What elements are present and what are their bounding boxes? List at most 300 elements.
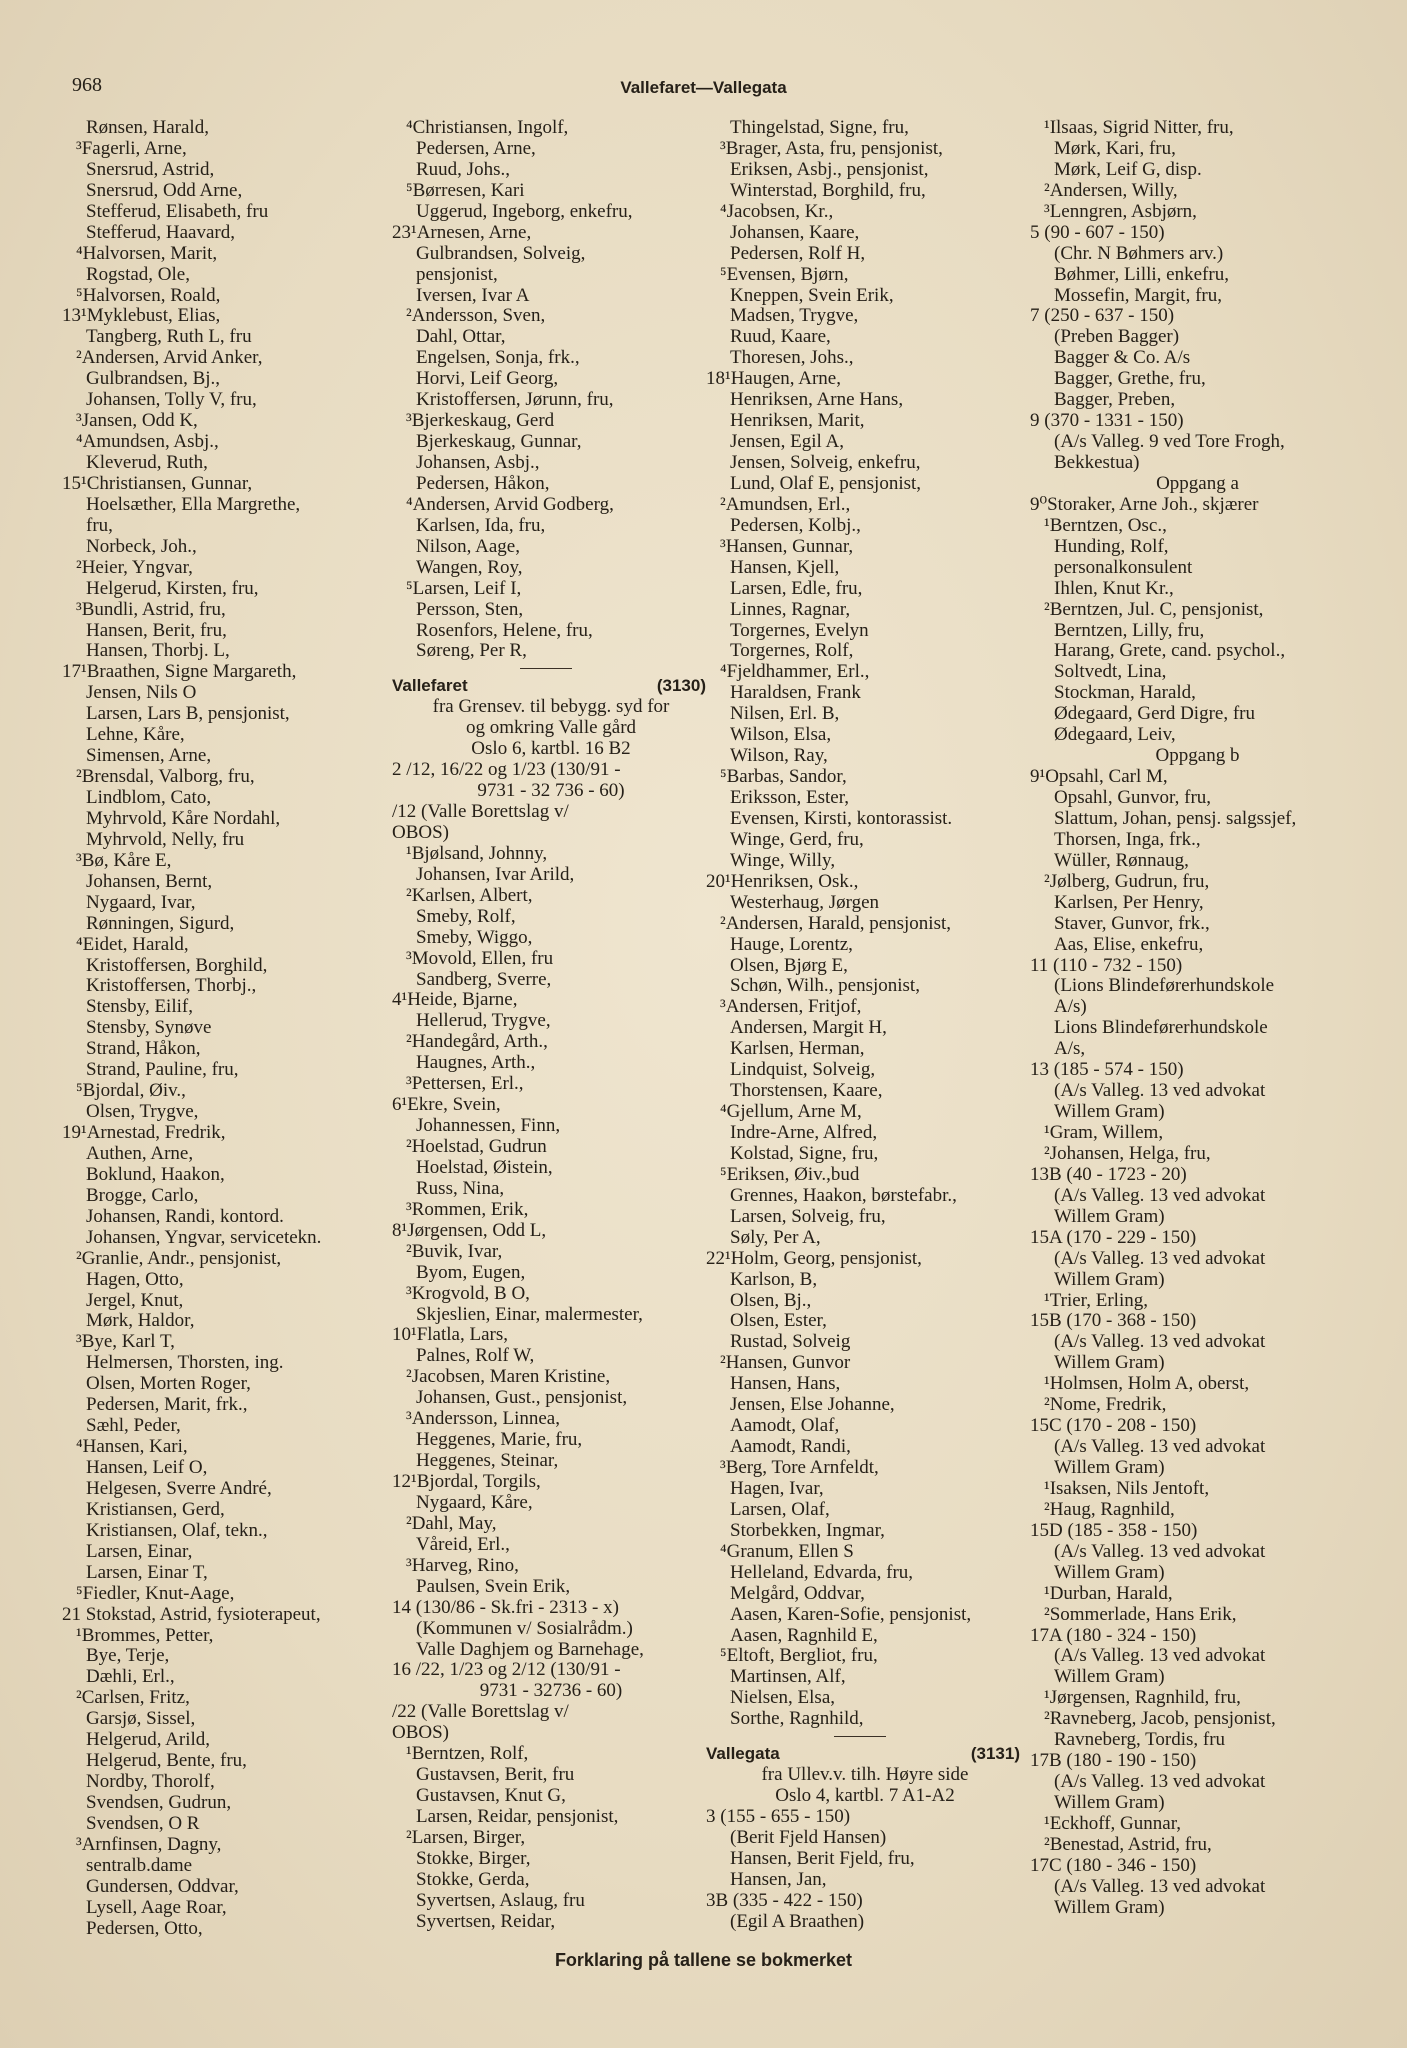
directory-line: Olsen, Trygve, [86, 1101, 199, 1123]
directory-line: Winge, Willy, [730, 849, 836, 871]
directory-line: Snersrud, Odd Arne, [86, 179, 243, 201]
directory-line: ²Handegård, Arth., [406, 1031, 548, 1053]
directory-line: Smeby, Wiggo, [416, 926, 533, 948]
directory-line: Hansen, Jan, [730, 1868, 827, 1890]
directory-line: Berntzen, Lilly, fru, [1054, 619, 1205, 641]
directory-line: 15A (170 - 229 - 150) [1030, 1226, 1197, 1248]
directory-line: Oppgang b [1155, 745, 1240, 767]
directory-line: Staver, Gunvor, frk., [1054, 912, 1210, 934]
directory-line: Hoelsæther, Ella Margrethe, [86, 493, 301, 515]
directory-line: Jensen, Egil A, [730, 431, 844, 453]
directory-line: Johannessen, Finn, [416, 1115, 561, 1137]
directory-line: Karlsen, Herman, [730, 1038, 865, 1060]
directory-line: ²Brensdal, Valborg, fru, [76, 766, 255, 788]
directory-line: Søreng, Per R, [416, 640, 527, 662]
directory-line: ²Buvik, Ivar, [406, 1240, 503, 1262]
directory-line: 17A (180 - 324 - 150) [1030, 1624, 1197, 1646]
directory-line: ²Amundsen, Erl., [720, 493, 851, 515]
directory-line: (A/s Valleg. 13 ved advokat [1054, 1080, 1266, 1102]
directory-line: Wüller, Rønnaug, [1054, 849, 1189, 871]
directory-line: (A/s Valleg. 13 ved advokat [1054, 1331, 1266, 1353]
directory-line: Hansen, Thorbj. L, [86, 640, 230, 662]
directory-line: 2 /12, 16/22 og 1/23 (130/91 - [392, 759, 621, 781]
directory-line: Eriksson, Ester, [730, 787, 850, 808]
directory-line: ³Bjerkeskaug, Gerd [406, 410, 555, 432]
directory-line: 15C (170 - 208 - 150) [1030, 1415, 1197, 1437]
directory-line: Oppgang a [1156, 472, 1239, 494]
directory-line: Gulbrandsen, Bj., [86, 368, 221, 390]
directory-line: Eriksen, Asbj., pensjonist, [730, 158, 929, 180]
directory-line: Pedersen, Kolbj., [730, 514, 861, 536]
directory-line: ⁵Larsen, Leif I, [406, 577, 522, 599]
directory-line: Larsen, Lars B, pensjonist, [86, 703, 290, 725]
directory-line: Svendsen, Gudrun, [86, 1792, 232, 1813]
directory-line: Aasen, Ragnhild E, [730, 1624, 878, 1646]
directory-line: Iversen, Ivar A [416, 284, 530, 306]
directory-line: ²Larsen, Birger, [406, 1826, 526, 1848]
directory-line: Olsen, Ester, [730, 1310, 827, 1332]
directory-line: ³Harveg, Rino, [406, 1554, 519, 1576]
directory-line: Sæhl, Peder, [86, 1415, 181, 1437]
column-3 [706, 118, 1024, 1933]
street-name: Vallegata [706, 1744, 780, 1764]
directory-line: Byom, Eugen, [416, 1261, 526, 1283]
directory-line: Nygaard, Ivar, [86, 891, 196, 913]
directory-line: Johansen, Asbj., [416, 452, 540, 473]
directory-line: Sandberg, Sverre, [416, 968, 552, 990]
directory-line: Nilson, Aage, [416, 535, 520, 557]
directory-line: 19¹Arnestad, Fredrik, [62, 1122, 226, 1143]
directory-line: Mossefin, Margit, fru, [1054, 284, 1222, 306]
directory-line: (A/s Valleg. 13 ved advokat [1054, 1875, 1266, 1897]
directory-line: Garsjø, Sissel, [86, 1708, 196, 1730]
directory-line: Authen, Arne, [86, 1142, 194, 1164]
directory-line: 9⁰Storaker, Arne Joh., skjærer [1030, 493, 1259, 515]
directory-line: (Preben Bagger) [1054, 326, 1180, 348]
directory-line: Storbekken, Ingmar, [730, 1519, 885, 1541]
directory-line: Smeby, Rolf, [416, 905, 516, 927]
directory-line: ¹Isaksen, Nils Jentoft, [1044, 1477, 1210, 1499]
directory-line: ²Andersen, Arvid Anker, [76, 347, 263, 369]
directory-line: ⁴Andersen, Arvid Godberg, [406, 493, 614, 515]
directory-line: 6¹Ekre, Svein, [392, 1094, 501, 1116]
directory-line: 3B (335 - 422 - 150) [706, 1889, 863, 1911]
directory-line: ¹Bjølsand, Johnny, [406, 842, 548, 864]
directory-line: ³Lenngren, Asbjørn, [1044, 200, 1197, 222]
directory-line: Johansen, Tolly V, fru, [86, 389, 257, 411]
directory-line: ¹Brommes, Petter, [76, 1624, 214, 1646]
directory-line: Oslo 4, kartbl. 7 A1-A2 [775, 1785, 955, 1807]
directory-line: ²Sommerlade, Hans Erik, [1044, 1603, 1237, 1625]
directory-line: Stefferud, Elisabeth, fru [86, 200, 269, 222]
directory-line: Larsen, Einar T, [86, 1561, 208, 1583]
directory-line: Nielsen, Elsa, [730, 1687, 836, 1709]
directory-line: (A/s Valleg. 9 ved Tore Frogh, [1054, 431, 1285, 453]
directory-line: ²Jølberg, Gudrun, fru, [1044, 870, 1210, 892]
directory-line: Kristoffersen, Borghild, [86, 954, 268, 976]
directory-line: Myhrvold, Kåre Nordahl, [86, 807, 281, 829]
directory-line: 22¹Holm, Georg, pensjonist, [706, 1247, 922, 1269]
directory-line: Syvertsen, Aslaug, fru [416, 1889, 585, 1911]
directory-line: Willem Gram) [1054, 1352, 1165, 1374]
directory-line: Heggenes, Steinar, [416, 1450, 559, 1472]
directory-line: Slattum, Johan, pensj. salgssjef, [1054, 807, 1297, 829]
directory-line: ⁴Gjellum, Arne M, [720, 1101, 862, 1123]
directory-line: Olsen, Bjørg E, [730, 954, 848, 976]
directory-line: Tangberg, Ruth L, fru [86, 326, 252, 348]
directory-line: Horvi, Leif Georg, [416, 368, 559, 390]
directory-line: Russ, Nina, [416, 1177, 505, 1199]
directory-line: Willem Gram) [1054, 1561, 1165, 1583]
directory-line: Willem Gram) [1054, 1205, 1165, 1227]
directory-line: Nordby, Thorolf, [86, 1771, 215, 1793]
directory-line: Rønsen, Harald, [86, 117, 209, 138]
directory-line: 20¹Henriksen, Osk., [706, 870, 859, 892]
directory-line: Snersrud, Astrid, [86, 158, 215, 180]
directory-line: sentralb.dame [86, 1854, 193, 1876]
directory-line: Mørk, Haldor, [86, 1310, 195, 1332]
directory-line: OBOS) [392, 821, 450, 843]
directory-line: Nygaard, Kåre, [416, 1491, 533, 1513]
directory-line: Pedersen, Marit, frk., [86, 1394, 248, 1416]
directory-line: Olsen, Morten Roger, [86, 1373, 251, 1395]
directory-line: Lindblom, Cato, [86, 787, 212, 808]
directory-line: Helmersen, Thorsten, ing. [86, 1352, 284, 1374]
directory-line: Heggenes, Marie, fru, [416, 1429, 583, 1451]
directory-line: ³Brager, Asta, fru, pensjonist, [720, 137, 943, 159]
directory-line: ²Andersson, Sven, [406, 305, 546, 327]
directory-line: ²Hoelstad, Gudrun [406, 1136, 547, 1157]
directory-line: Ruud, Johs., [416, 158, 510, 180]
directory-line: Kleverud, Ruth, [86, 452, 208, 473]
directory-line: Willem Gram) [1054, 1101, 1165, 1123]
directory-line: ¹Trier, Erling, [1044, 1289, 1148, 1311]
directory-line: Norbeck, Joh., [86, 535, 197, 557]
directory-line: Madsen, Trygve, [730, 305, 859, 327]
directory-line: Willem Gram) [1054, 1792, 1165, 1813]
directory-line: Hansen, Hans, [730, 1373, 841, 1395]
directory-line: 13 (185 - 574 - 150) [1030, 1059, 1184, 1081]
directory-line: Willem Gram) [1054, 1268, 1165, 1290]
directory-line: Larsen, Reidar, pensjonist, [416, 1806, 619, 1827]
directory-line: Rogstad, Ole, [86, 263, 190, 285]
directory-line: Hagen, Otto, [86, 1268, 184, 1290]
directory-line: ²Haug, Ragnhild, [1044, 1498, 1175, 1520]
directory-line: (A/s Valleg. 13 ved advokat [1054, 1184, 1266, 1206]
directory-line: ²Berntzen, Jul. C, pensjonist, [1044, 598, 1264, 620]
directory-line: Mørk, Leif G, disp. [1054, 158, 1202, 180]
directory-line: OBOS) [392, 1722, 450, 1744]
directory-line: Hoelstad, Øistein, [416, 1156, 553, 1178]
street-name: Vallefaret [392, 676, 468, 696]
directory-line: 15¹Christiansen, Gunnar, [62, 472, 253, 494]
directory-line: Johansen, Gust., pensjonist, [416, 1387, 628, 1409]
directory-line: Wilson, Ray, [730, 745, 828, 767]
directory-line: ³Movold, Ellen, fru [406, 947, 554, 969]
directory-line: Larsen, Edle, fru, [730, 577, 863, 599]
directory-line: 17¹Braathen, Signe Margareth, [62, 661, 297, 683]
directory-line: Jensen, Else Johanne, [730, 1394, 895, 1416]
directory-line: Kneppen, Svein Erik, [730, 284, 894, 306]
directory-line: (Lions Blindeførerhundskole [1054, 975, 1275, 997]
directory-line: Lysell, Aage Roar, [86, 1896, 227, 1918]
directory-line: 17C (180 - 346 - 150) [1030, 1854, 1197, 1876]
directory-line: Aasen, Karen-Sofie, pensjonist, [730, 1603, 972, 1625]
directory-line: ³Bye, Karl T, [76, 1331, 175, 1353]
directory-line: Gustavsen, Berit, fru [416, 1764, 575, 1786]
directory-line: Henriksen, Arne Hans, [730, 389, 904, 411]
directory-line: 13B (40 - 1723 - 20) [1030, 1163, 1187, 1185]
directory-line: ¹Berntzen, Rolf, [406, 1743, 529, 1765]
directory-line: 13¹Myklebust, Elias, [62, 305, 221, 327]
directory-line: Stokke, Birger, [416, 1847, 531, 1869]
directory-line: Sorthe, Ragnhild, [730, 1708, 864, 1730]
directory-line: Kolstad, Signe, fru, [730, 1142, 879, 1164]
directory-line: Pedersen, Arne, [416, 137, 536, 159]
directory-line: ⁵Børresen, Kari [406, 179, 525, 201]
directory-line: fra Grensev. til bebygg. syd for [432, 696, 670, 718]
directory-line: ²Dahl, May, [406, 1512, 497, 1534]
section-divider [392, 662, 710, 676]
directory-line: Stockman, Harald, [1054, 682, 1196, 704]
directory-line: Willem Gram) [1054, 1457, 1165, 1478]
directory-line: Pedersen, Otto, [86, 1917, 203, 1939]
directory-line: Kristoffersen, Thorbj., [86, 975, 257, 997]
directory-line: 16 /22, 1/23 og 2/12 (130/91 - [392, 1659, 621, 1681]
directory-line: (A/s Valleg. 13 ved advokat [1054, 1436, 1266, 1458]
directory-line: Willem Gram) [1054, 1666, 1165, 1688]
directory-line: Johansen, Bernt, [86, 870, 213, 892]
column-2 [392, 118, 710, 1933]
directory-line: Brogge, Carlo, [86, 1184, 199, 1206]
directory-line: pensjonist, [416, 263, 498, 285]
directory-line: ³Bø, Kåre E, [76, 849, 172, 871]
directory-line: Søly, Per A, [730, 1226, 821, 1248]
directory-line: Harang, Grete, cand. psychol., [1054, 640, 1286, 662]
directory-line: ⁴Jacobsen, Kr., [720, 200, 834, 222]
directory-line: Gustavsen, Knut G, [416, 1785, 566, 1807]
directory-line: Stensby, Synøve [86, 1017, 212, 1039]
directory-line: 10¹Flatla, Lars, [392, 1324, 508, 1346]
directory-line: og omkring Valle gård [465, 717, 637, 739]
directory-line: Simensen, Arne, [86, 745, 212, 767]
directory-line: Hansen, Berit Fjeld, fru, [730, 1847, 915, 1869]
directory-line: Bekkestua) [1054, 452, 1140, 473]
directory-line: Thorsen, Inga, frk., [1054, 828, 1201, 850]
directory-line: Linnes, Ragnar, [730, 598, 851, 620]
directory-line: Lehne, Kåre, [86, 724, 185, 746]
directory-line: Johansen, Ivar Arild, [416, 863, 575, 885]
section-divider [706, 1730, 1024, 1744]
street-code: (3131) [970, 1744, 1020, 1764]
directory-line: 23¹Arnesen, Arne, [392, 221, 532, 243]
directory-line: ³Fagerli, Arne, [76, 137, 187, 159]
directory-line: Syvertsen, Reidar, [416, 1910, 556, 1932]
directory-line: Melgård, Oddvar, [730, 1582, 865, 1604]
directory-line: Dæhli, Erl., [86, 1666, 175, 1688]
directory-line: (Kommunen v/ Sosialrådm.) [416, 1617, 633, 1639]
directory-line: Engelsen, Sonja, frk., [416, 347, 580, 369]
directory-line: (A/s Valleg. 13 ved advokat [1054, 1771, 1266, 1793]
directory-line: Hunding, Rolf, [1054, 535, 1169, 557]
directory-line: ²Andersen, Harald, pensjonist, [720, 912, 952, 934]
directory-line: Winterstad, Borghild, fru, [730, 179, 926, 201]
directory-line: personalkonsulent [1054, 556, 1193, 578]
directory-line: ⁴Christiansen, Ingolf, [406, 117, 569, 138]
directory-line: Nilsen, Erl. B, [730, 703, 840, 725]
street-code: (3130) [656, 676, 706, 696]
directory-line: ²Andersen, Willy, [1044, 179, 1178, 201]
directory-line: Jensen, Solveig, enkefru, [730, 452, 921, 473]
directory-line: Svendsen, O R [86, 1812, 200, 1834]
directory-line: Martinsen, Alf, [730, 1666, 846, 1688]
page-number: 968 [72, 74, 102, 96]
directory-line: Hauge, Lorentz, [730, 933, 853, 955]
directory-line: ²Heier, Yngvar, [76, 556, 193, 578]
directory-line: Myhrvold, Nelly, fru [86, 828, 245, 850]
directory-line: 14 (130/86 - Sk.fri - 2313 - x) [392, 1596, 619, 1618]
directory-line: Opsahl, Gunvor, fru, [1054, 787, 1212, 808]
directory-line: Mørk, Kari, fru, [1054, 137, 1176, 159]
directory-line: Bagger, Grethe, fru, [1054, 368, 1206, 390]
directory-line: Hansen, Leif O, [86, 1457, 208, 1478]
directory-line: A/s) [1054, 996, 1087, 1018]
directory-line: (Chr. N Bøhmers arv.) [1054, 242, 1224, 264]
directory-line: Uggerud, Ingeborg, enkefru, [416, 200, 633, 222]
directory-line: ²Ravneberg, Jacob, pensjonist, [1044, 1708, 1276, 1730]
directory-line: ¹Eckhoff, Gunnar, [1044, 1812, 1182, 1834]
directory-line: Karlsen, Per Henry, [1054, 891, 1204, 913]
directory-line: Larsen, Einar, [86, 1540, 193, 1562]
directory-line: Strand, Pauline, fru, [86, 1059, 239, 1081]
directory-line: (Berit Fjeld Hansen) [730, 1826, 887, 1848]
directory-line: Thoresen, Johs., [730, 347, 854, 369]
directory-line: 17B (180 - 190 - 150) [1030, 1750, 1197, 1772]
directory-line: Lions Blindeførerhundskole [1054, 1017, 1268, 1039]
directory-line: Grennes, Haakon, børstefabr., [730, 1184, 957, 1206]
directory-line: Dahl, Ottar, [416, 326, 506, 348]
directory-line: ⁵Evensen, Bjørn, [720, 263, 849, 285]
directory-line: ¹Jørgensen, Ragnhild, fru, [1044, 1687, 1241, 1709]
directory-line: 9731 - 32736 - 60) [479, 1680, 623, 1702]
directory-line: 9¹Opsahl, Carl M, [1030, 766, 1168, 788]
directory-line: 15B (170 - 368 - 150) [1030, 1310, 1197, 1332]
directory-line: Aamodt, Randi, [730, 1436, 851, 1458]
directory-line: ²Granlie, Andr., pensjonist, [76, 1247, 282, 1269]
directory-line: Bøhmer, Lilli, enkefru, [1054, 263, 1229, 285]
directory-line: Thingelstad, Signe, fru, [730, 117, 909, 138]
column-4 [1030, 118, 1365, 1919]
directory-line: Palnes, Rolf W, [416, 1345, 535, 1367]
directory-line: ⁴Granum, Ellen S [720, 1540, 854, 1562]
directory-line: 5 (90 - 607 - 150) [1030, 221, 1165, 243]
directory-line: 9 (370 - 1331 - 150) [1030, 410, 1184, 432]
directory-line: Haugnes, Arth., [416, 1052, 536, 1074]
directory-line: Stefferud, Haavard, [86, 221, 235, 243]
directory-line: ²Nome, Fredrik, [1044, 1394, 1167, 1416]
directory-line: Torgernes, Evelyn [730, 619, 869, 641]
directory-line: ⁵Barbas, Sandor, [720, 766, 847, 788]
directory-line: Helgerud, Bente, fru, [86, 1750, 247, 1772]
directory-line: Gulbrandsen, Solveig, [416, 242, 586, 264]
directory-line: Ødegaard, Leiv, [1054, 724, 1176, 746]
directory-line: 12¹Bjordal, Torgils, [392, 1471, 541, 1492]
directory-line: Schøn, Wilh., pensjonist, [730, 975, 920, 997]
directory-line: fru, [86, 514, 113, 536]
directory-line: Karlsen, Ida, fru, [416, 514, 546, 536]
directory-line: /22 (Valle Borettslag v/ [392, 1701, 569, 1723]
directory-line: Hansen, Berit, fru, [86, 619, 227, 641]
directory-line: Oslo 6, kartbl. 16 B2 [471, 738, 631, 760]
directory-line: fra Ullev.v. tilh. Høyre side [761, 1764, 969, 1786]
directory-line: 3 (155 - 655 - 150) [706, 1806, 851, 1827]
directory-line: Boklund, Haakon, [86, 1163, 225, 1185]
directory-line: Persson, Sten, [416, 598, 524, 620]
directory-line: Bagger & Co. A/s [1054, 347, 1191, 369]
directory-line: Aas, Elise, enkefru, [1054, 933, 1204, 955]
directory-line: 4¹Heide, Bjarne, [392, 989, 518, 1011]
directory-line: ²Karlsen, Albert, [406, 884, 533, 906]
directory-line: Aamodt, Olaf, [730, 1415, 840, 1437]
directory-line: (A/s Valleg. 13 ved advokat [1054, 1247, 1266, 1269]
directory-line: ³Berg, Tore Arnfeldt, [720, 1457, 879, 1478]
directory-line: Willem Gram) [1054, 1896, 1165, 1918]
directory-line: Andersen, Margit H, [730, 1017, 887, 1039]
directory-line: Lund, Olaf E, pensjonist, [730, 472, 922, 494]
directory-line: ³Krogvold, B O, [406, 1282, 530, 1304]
directory-line: Ravneberg, Tordis, fru [1054, 1729, 1226, 1751]
directory-line: Wangen, Roy, [416, 556, 523, 578]
directory-line: Helgerud, Kirsten, fru, [86, 577, 259, 599]
directory-line: Strand, Håkon, [86, 1038, 201, 1060]
directory-line: Skjeslien, Einar, malermester, [416, 1303, 643, 1325]
directory-line: Valle Daghjem og Barnehage, [416, 1638, 644, 1660]
directory-line: ¹Berntzen, Osc., [1044, 514, 1167, 536]
directory-line: Hagen, Ivar, [730, 1477, 824, 1499]
directory-line: Jergel, Knut, [86, 1289, 184, 1311]
directory-line: Evensen, Kirsti, kontorassist. [730, 807, 953, 829]
directory-line: Pedersen, Rolf H, [730, 242, 866, 264]
directory-line: Paulsen, Svein Erik, [416, 1575, 571, 1597]
directory-line: Hansen, Kjell, [730, 556, 840, 578]
directory-line: Bjerkeskaug, Gunnar, [416, 431, 582, 453]
directory-line: ⁴Hansen, Kari, [76, 1436, 188, 1458]
directory-line: Olsen, Bj., [730, 1289, 812, 1311]
directory-line: (Egil A Braathen) [730, 1910, 865, 1932]
directory-line: Thorstensen, Kaare, [730, 1080, 883, 1102]
directory-line: ³Jansen, Odd K, [76, 410, 198, 432]
directory-line: Bagger, Preben, [1054, 389, 1176, 411]
directory-line: Gundersen, Oddvar, [86, 1875, 239, 1897]
directory-line: 15D (185 - 358 - 150) [1030, 1519, 1198, 1541]
directory-line: Kristiansen, Gerd, [86, 1498, 225, 1520]
directory-line: Karlson, B, [730, 1268, 818, 1290]
directory-line: Helleland, Edvarda, fru, [730, 1561, 914, 1583]
directory-line: Ihlen, Knut Kr., [1054, 577, 1174, 599]
directory-line: Henriksen, Marit, [730, 410, 865, 432]
directory-line: 11 (110 - 732 - 150) [1030, 954, 1183, 976]
directory-line: Larsen, Olaf, [730, 1498, 830, 1520]
directory-line: ¹Durban, Harald, [1044, 1582, 1173, 1604]
directory-line: ⁵Bjordal, Øiv., [76, 1080, 186, 1102]
directory-line: Jensen, Nils O [86, 682, 197, 704]
directory-line: ¹Gram, Willem, [1044, 1122, 1164, 1143]
directory-line: 18¹Haugen, Arne, [706, 368, 841, 390]
directory-line: Rosenfors, Helene, fru, [416, 619, 593, 641]
directory-line: ⁴Fjeldhammer, Erl., [720, 661, 870, 683]
directory-line: ²Johansen, Helga, fru, [1044, 1142, 1211, 1164]
directory-line: Kristoffersen, Jørunn, fru, [416, 389, 614, 411]
